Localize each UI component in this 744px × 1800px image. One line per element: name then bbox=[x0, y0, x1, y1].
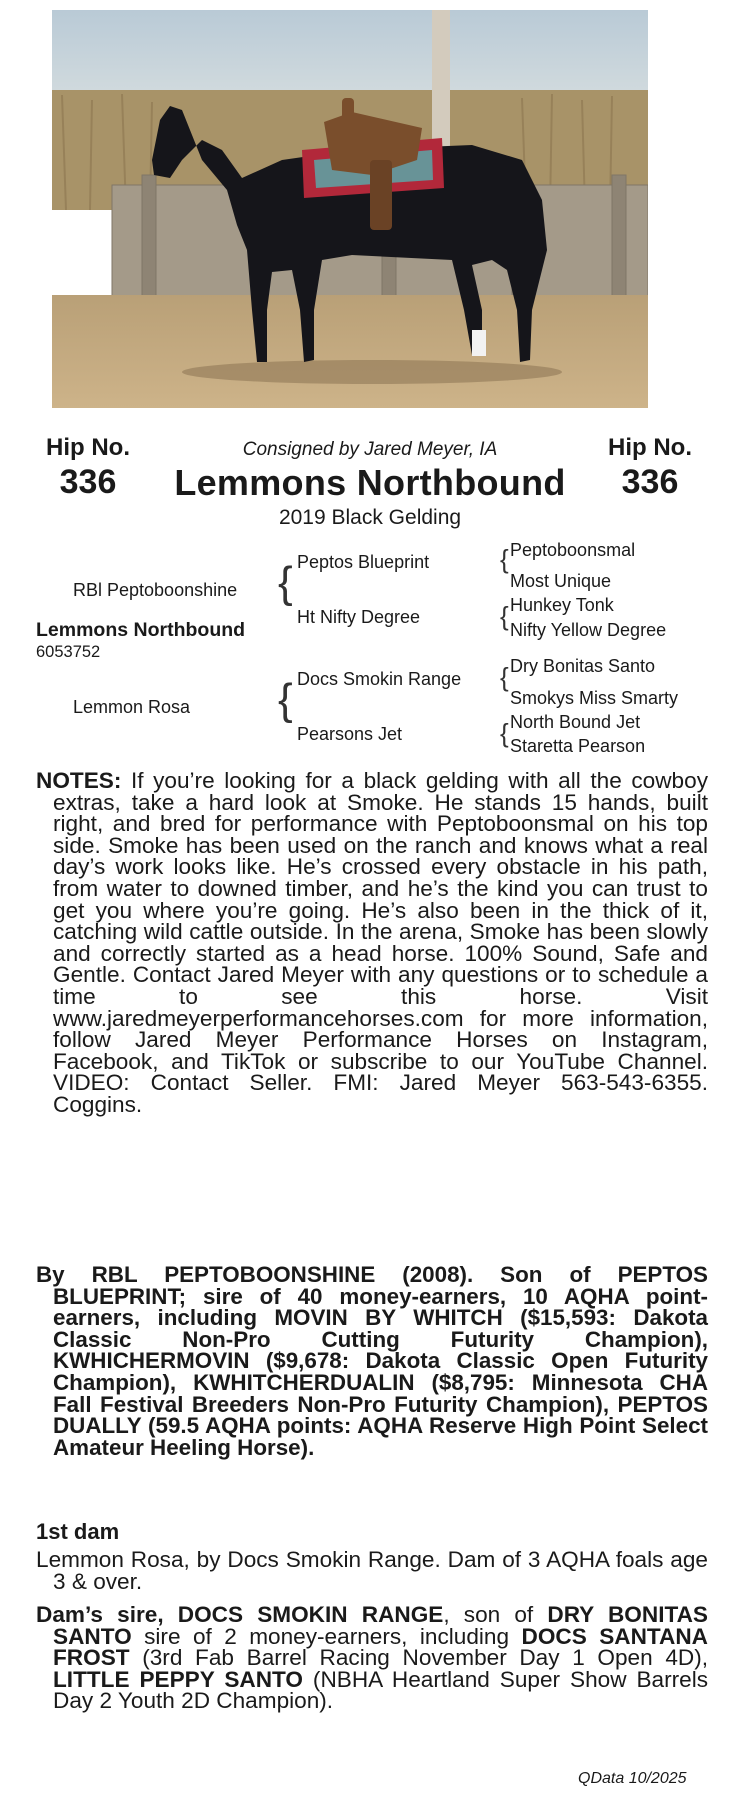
dams-sire-section bbox=[36, 1604, 708, 1712]
sire-paragraph bbox=[36, 1264, 708, 1458]
horse-description: 2019 Black Gelding bbox=[278, 506, 462, 529]
dams-sire-label: Dam’s sire, DOCS SMOKIN RANGE bbox=[36, 1602, 444, 1627]
pedigree-sire-dam-dam: Nifty Yellow Degree bbox=[510, 620, 667, 640]
sire-paragraph-text: By RBL PEPTOBOONSHINE (2008). Son of PEPTOS BLUEPRINT; sire of 40 money-earners, 10 AQHA point-earners, including MOVIN BY WHITCH ($15,593: Dakota Classic Non-Pro Cutting Futurity Champion), KWHICHERMOVIN ($9,678: Dakota Classic Open Futurity Champion), KWHITCHERDUALIN ($8,795: Minnesota CHA Fall Festival Breeders Non-Pro Futurity Champion), PEPTOS DUALLY (59.5 AQHA points: AQHA Reserve High Point Select Amateur Heeling Horse). bbox=[36, 1262, 708, 1460]
registration-number: 6053752 bbox=[36, 643, 101, 661]
brace-dam: { bbox=[278, 675, 293, 724]
pedigree-dam-sire-sire: Dry Bonitas Santo bbox=[510, 656, 656, 676]
pedigree-sire-sire-dam: Most Unique bbox=[510, 571, 612, 591]
pedigree-dam-dam: Pearsons Jet bbox=[297, 724, 403, 744]
pedigree-dam-sire: Docs Smokin Range bbox=[297, 669, 462, 689]
first-dam-heading: 1st dam bbox=[36, 1519, 120, 1544]
ground bbox=[52, 295, 648, 408]
dams-sire-t3: (3rd Fab Barrel Racing November Day 1 Open 4D), bbox=[129, 1645, 708, 1671]
brace-4: { bbox=[500, 718, 509, 748]
hip-label-left: Hip No. bbox=[46, 434, 130, 461]
notes-section bbox=[36, 770, 708, 1116]
pedigree-dam-dam-dam: Staretta Pearson bbox=[510, 736, 646, 756]
pedigree-sire: RBl Peptoboonshine bbox=[73, 580, 238, 600]
dams-sire-b3: LITTLE PEPPY SANTO bbox=[53, 1666, 304, 1692]
horse-photo bbox=[52, 10, 648, 408]
qdata-footer: QData 10/2025 bbox=[578, 1770, 687, 1787]
notes-text: If you’re looking for a black gelding with all the cowboy extras, take a hard look at Smoke. He stands 15 hands, built right, and bred for performance with Peptoboonsmal on his top side. Smoke has been used on the ranch and knows what a real day’s work looks like. He’s crossed every obstacle in his path, from water to downed timber, and he’s the kind you can trust to get you where you’re going. He’s also been in the thick of it, catching wild cattle outside. In the arena, Smoke has been slowly and correctly started as a head horse. 100% Sound, Safe and Gentle. Contact Jared Meyer with any questions or to schedule a time to see this horse. Visit www.jaredmeyerperformancehorses.com for more information, follow Jared Meyer Performance Horses on Instagram, Facebook, and TikTok or subscribe to our YouTube Channel. VIDEO: Contact Seller. FMI: Jared Meyer 563-543-6355. Coggins. bbox=[53, 768, 708, 1117]
first-dam-section bbox=[36, 1549, 708, 1592]
dams-sire-t1: , son of bbox=[443, 1602, 548, 1627]
horse-shadow bbox=[182, 360, 562, 384]
hip-number-right: 336 bbox=[621, 463, 679, 501]
brace-3: { bbox=[500, 662, 509, 692]
dams-sire-b2: DOCS SANTANA FROST bbox=[53, 1623, 708, 1671]
pedigree-sire-dam-sire: Hunkey Tonk bbox=[510, 595, 614, 615]
hip-label-right: Hip No. bbox=[608, 434, 692, 461]
consigned-by: Consigned by Jared Meyer, IA bbox=[242, 439, 498, 460]
pedigree-dam: Lemmon Rosa bbox=[73, 697, 191, 717]
brace-2: { bbox=[500, 601, 509, 631]
first-dam-text: Lemmon Rosa, by Docs Smokin Range. Dam of 3 AQHA foals age 3 & over. bbox=[36, 1547, 708, 1594]
pedigree-dam-dam-sire: North Bound Jet bbox=[510, 712, 641, 732]
notes-label: NOTES: bbox=[36, 768, 122, 793]
hip-number-left: 336 bbox=[59, 463, 117, 501]
horse-name: Lemmons Northbound bbox=[174, 462, 566, 503]
pedigree-dam-sire-dam: Smokys Miss Smarty bbox=[510, 688, 679, 708]
dams-sire-t4: (NBHA Heartland Super Show Barrels Day 2 Youth 2D Champion). bbox=[53, 1666, 709, 1714]
pedigree-sire-dam: Ht Nifty Degree bbox=[297, 607, 421, 627]
brace-1: { bbox=[500, 544, 509, 574]
pedigree-subject: Lemmons Northbound bbox=[36, 619, 246, 641]
brace-sire: { bbox=[278, 558, 293, 607]
pedigree-sire-sire: Peptos Blueprint bbox=[297, 552, 430, 572]
pedigree-sire-sire-sire: Peptoboonsmal bbox=[510, 540, 636, 560]
dams-sire-t2: sire of 2 money-earners, including bbox=[131, 1623, 522, 1649]
dams-sire-b1: DRY BONITAS SANTO bbox=[53, 1602, 708, 1649]
white-sock bbox=[472, 330, 486, 356]
